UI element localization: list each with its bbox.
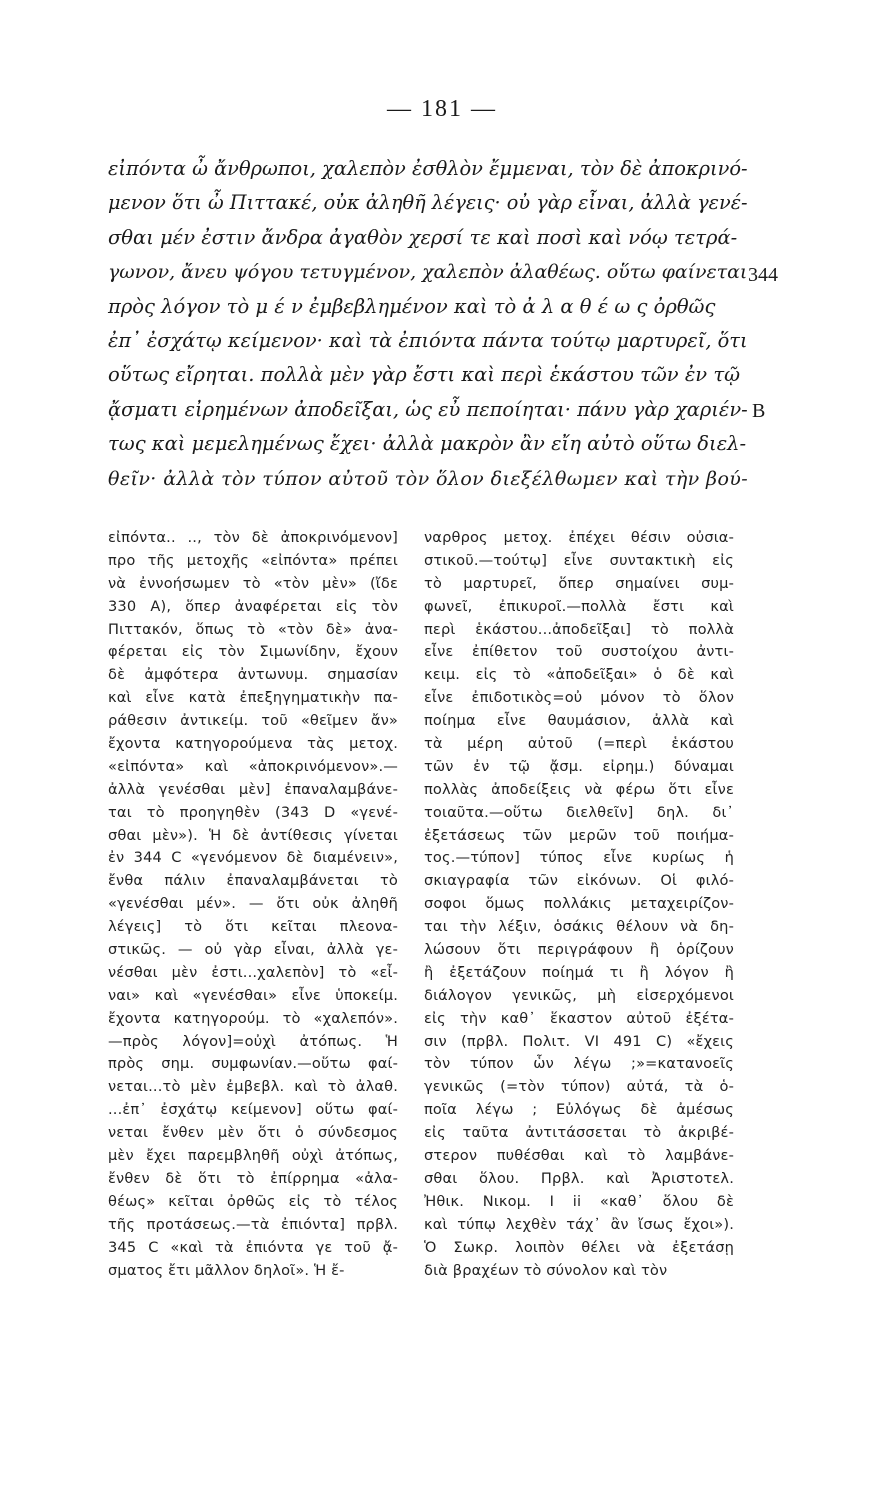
commentary-line: τῆς προτάσεως.—τὰ ἐπιόντα] πρβλ. bbox=[108, 1215, 398, 1233]
commentary-line: ἐξετάσεως τῶν μερῶν τοῦ ποιήμα- bbox=[424, 826, 734, 844]
commentary-line: ...ἐπ᾽ ἐσχάτῳ κείμενον] οὕτω φαί- bbox=[108, 1101, 398, 1119]
commentary-line: πολλὰς ἀποδείξεις νὰ φέρω ὅτι εἶνε bbox=[424, 780, 734, 798]
main-text-line bbox=[108, 427, 748, 461]
commentary-line: 345 C «καὶ τὰ ἐπιόντα γε τοῦ ᾄ- bbox=[108, 1238, 398, 1256]
commentary-line: σοφοι ὅμως πολλάκις μεταχειρίζον- bbox=[424, 895, 734, 913]
main-text-line bbox=[108, 255, 748, 289]
commentary-line: στικῶς. — οὐ γὰρ εἶναι, ἀλλὰ γε- bbox=[108, 941, 398, 959]
commentary-line: τὸν τύπον ὧν λέγω ;»=κατανοεῖς bbox=[424, 1055, 734, 1073]
commentary-line: φέρεται εἰς τὸν Σιμωνίδην, ἔχουν bbox=[108, 643, 398, 661]
main-text-line-content: ἐπ᾽ ἐσχάτῳ κείμενον· καὶ τὰ ἐπιόντα πάντα τούτῳ μαρτυρεῖ, ὅτι bbox=[108, 328, 748, 352]
commentary-line: ται τὸ προηγηθὲν (343 D «γενέ- bbox=[108, 803, 398, 821]
page-number: — 181 — bbox=[387, 96, 497, 122]
commentary-line: ποῖα λέγω ; Εὐλόγως δὲ ἀμέσως bbox=[424, 1101, 734, 1119]
commentary-line: περὶ ἑκάστου...ἀποδεῖξαι] τὸ πολλὰ bbox=[424, 620, 734, 638]
commentary-line: ἔνθεν δὲ ὅτι τὸ ἐπίρρημα «ἀλα- bbox=[108, 1169, 398, 1187]
main-text-line bbox=[108, 462, 748, 496]
commentary-line: ἔχοντα κατηγορούμ. τὸ «χαλεπόν». bbox=[108, 1009, 398, 1027]
main-text-line-content: ᾄσματι εἰρημένων ἀποδεῖξαι, ὡς εὖ πεποίηται· πάνυ γὰρ χαριέν- bbox=[108, 397, 748, 421]
commentary-line: σιν (πρβλ. Πολιτ. VI 491 C) «ἔχεις bbox=[424, 1032, 734, 1050]
commentary-line: ἐν 344 C «γενόμενον δὲ διαμένειν», bbox=[108, 849, 398, 867]
commentary-line: σθαι ὅλου. Πρβλ. καὶ Ἀριστοτελ. bbox=[424, 1169, 734, 1187]
commentary-line: θέως» κεῖται ὀρθῶς εἰς τὸ τέλος bbox=[108, 1192, 398, 1210]
commentary-line: σθαι μὲν»). Ἡ δὲ ἀντίθεσις γίνεται bbox=[108, 826, 398, 844]
margin-reference-344: 344 bbox=[748, 264, 778, 286]
commentary-line: ται τὴν λέξιν, ὁσάκις θέλουν νὰ δη- bbox=[424, 918, 734, 936]
commentary-line: φωνεῖ, ἐπικυροῖ.—πολλὰ ἔστι καὶ bbox=[424, 597, 734, 615]
commentary-line: ποίημα εἶνε θαυμάσιον, ἀλλὰ καὶ bbox=[424, 712, 734, 730]
commentary-line: —πρὸς λόγον]=οὐχὶ ἀτόπως. Ἡ bbox=[108, 1032, 398, 1050]
commentary-line: τὸ μαρτυρεῖ, ὅπερ σημαίνει συμ- bbox=[424, 574, 734, 592]
commentary-line: κειμ. εἰς τὸ «ἀποδεῖξαι» ὁ δὲ καὶ bbox=[424, 666, 734, 684]
commentary-line: εἶνε ἐπίθετον τοῦ συστοίχου ἀντι- bbox=[424, 643, 734, 661]
commentary-line: εἰς ταῦτα ἀντιτάσσεται τὸ ἀκριβέ- bbox=[424, 1124, 734, 1142]
commentary-line: Πιττακόν, ὅπως τὸ «τὸν δὲ» ἀνα- bbox=[108, 620, 398, 638]
commentary-line: ἔχοντα κατηγορούμενα τὰς μετοχ. bbox=[108, 735, 398, 753]
commentary-line: στερον πυθέσθαι καὶ τὸ λαμβάνε- bbox=[424, 1147, 734, 1165]
commentary-line: ἀλλὰ γενέσθαι μὲν] ἐπαναλαμβάνε- bbox=[108, 780, 398, 798]
main-text bbox=[108, 152, 748, 496]
main-text-line-content: τως καὶ μεμελημένως ἔχει· ἀλλὰ μακρὸν ἂν εἴη αὐτὸ οὕτω διελ- bbox=[108, 432, 747, 456]
main-text-line bbox=[108, 324, 748, 358]
commentary-line: σκιαγραφία τῶν εἰκόνων. Οἱ φιλό- bbox=[424, 872, 734, 890]
main-text-line bbox=[108, 290, 748, 324]
main-text-line bbox=[108, 186, 748, 220]
commentary-line: εἰς τὴν καθ᾽ ἕκαστον αὐτοῦ ἐξέτα- bbox=[424, 1009, 734, 1027]
commentary-line: «εἰπόντα» καὶ «ἀποκρινόμενον».— bbox=[108, 757, 398, 775]
commentary-line: γενικῶς (=τὸν τύπον) αὐτά, τὰ ὁ- bbox=[424, 1078, 734, 1096]
commentary-line: τοιαῦτα.—οὕτω διελθεῖν] δηλ. δι᾽ bbox=[424, 803, 734, 821]
main-text-line-content: μενον ὅτι ὦ Πιττακέ, οὐκ ἀληθῆ λέγεις· οὐ γὰρ εἶναι, ἀλλὰ γενέ- bbox=[108, 191, 748, 215]
main-text-line bbox=[108, 221, 748, 255]
main-text-line-content: σθαι μέν ἐστιν ἄνδρα ἀγαθὸν χερσί τε καὶ ποσὶ καὶ νόῳ τετρά- bbox=[108, 225, 738, 249]
commentary-line: νέσθαι μὲν ἐστι...χαλεπὸν] τὸ «εἶ- bbox=[108, 963, 398, 981]
commentary-line: «γενέσθαι μέν». — ὅτι οὐκ ἀληθῆ bbox=[108, 895, 398, 913]
commentary-line: Ὁ Σωκρ. λοιπὸν θέλει νὰ ἐξετάσῃ bbox=[424, 1238, 734, 1256]
main-text-line-content: θεῖν· ἀλλὰ τὸν τύπον αὐτοῦ τὸν ὅλον διεξέλθωμεν καὶ τὴν βού- bbox=[108, 467, 749, 490]
margin-reference-b: B bbox=[752, 400, 766, 422]
main-text-line-content: εἰπόντα ὦ ἄνθρωποι, χαλεπὸν ἐσθλὸν ἔμμεναι, τὸν δὲ ἀποκρινό- bbox=[108, 157, 748, 180]
commentary-line: τος.—τύπον] τύπος εἶνε κυρίως ἡ bbox=[424, 849, 734, 867]
commentary-line: εἶνε ἐπιδοτικὸς=οὐ μόνον τὸ ὅλον bbox=[424, 689, 734, 707]
commentary-line: νεται...τὸ μὲν ἐμβεβλ. καὶ τὸ ἀλαθ. bbox=[108, 1078, 398, 1096]
commentary-line: ράθεσιν ἀντικείμ. τοῦ «θεῖμεν ἄν» bbox=[108, 712, 398, 730]
commentary-line: 330 Α), ὅπερ ἀναφέρεται εἰς τὸν bbox=[108, 597, 398, 615]
commentary-line: πρὸς σημ. συμφωνίαν.—οὕτω φαί- bbox=[108, 1055, 398, 1073]
commentary-line: τὰ μέρη αὐτοῦ (=περὶ ἑκάστου bbox=[424, 735, 734, 753]
commentary-line: νεται ἔνθεν μὲν ὅτι ὁ σύνδεσμος bbox=[108, 1124, 398, 1142]
commentary-line: ἢ ἐξετάζουν ποίημά τι ἢ λόγον ἢ bbox=[424, 963, 734, 981]
commentary-right-column bbox=[424, 527, 734, 1282]
commentary-line: ναι» καὶ «γενέσθαι» εἶνε ὑποκείμ. bbox=[108, 986, 398, 1004]
commentary-line: καὶ εἶνε κατὰ ἐπεξηγηματικὴν πα- bbox=[108, 689, 398, 707]
commentary-line: τῶν ἐν τῷ ᾄσμ. εἰρημ.) δύναμαι bbox=[424, 757, 734, 775]
commentary-line: διὰ βραχέων τὸ σύνολον καὶ τὸν bbox=[424, 1261, 668, 1279]
commentary-line: νὰ ἐννοήσωμεν τὸ «τὸν μὲν» (ἴδε bbox=[108, 574, 398, 592]
commentary-line: λέγεις] τὸ ὅτι κεῖται πλεονα- bbox=[108, 918, 398, 936]
commentary-line: ναρθρος μετοχ. ἐπέχει θέσιν οὐσια- bbox=[424, 529, 734, 546]
commentary-line: ἔνθα πάλιν ἐπαναλαμβάνεται τὸ bbox=[108, 872, 398, 890]
commentary-line: στικοῦ.—τούτῳ] εἶνε συντακτικὴ εἰς bbox=[424, 551, 734, 569]
main-text-line bbox=[108, 358, 748, 392]
main-text-line bbox=[108, 393, 748, 427]
main-text-line-content: γωνον, ἄνευ ψόγου τετυγμένον, χαλεπὸν ἀλαθέως. οὕτω φαίνεται bbox=[108, 261, 748, 284]
main-text-line bbox=[108, 152, 748, 186]
main-text-line-content: οὕτως εἴρηται. πολλὰ μὲν γὰρ ἔστι καὶ περὶ ἑκάστου τῶν ἐν τῷ bbox=[108, 363, 741, 387]
commentary-line: εἰπόντα.. .., τὸν δὲ ἀποκρινόμενον] bbox=[108, 529, 398, 546]
commentary-left-column bbox=[108, 527, 398, 1282]
commentary-line: προ τῆς μετοχῆς «εἰπόντα» πρέπει bbox=[108, 551, 398, 569]
main-text-line-content: πρὸς λόγον τὸ μ έ ν ἐμβεβλημένον καὶ τὸ ἀ λ α θ έ ω ς ὀρθῶς bbox=[108, 294, 716, 318]
commentary-line: σματος ἔτι μᾶλλον δηλοῖ». Ἡ ἔ- bbox=[108, 1261, 345, 1279]
commentary-line: δὲ ἀμφότερα ἀντωνυμ. σημασίαν bbox=[108, 666, 398, 684]
commentary-line: καὶ τύπῳ λεχθὲν τάχ᾽ ἂν ἴσως ἔχοι»). bbox=[424, 1215, 734, 1233]
commentary-line: λώσουν ὅτι περιγράφουν ἢ ὁρίζουν bbox=[424, 941, 734, 959]
commentary-line: Ἠθικ. Νικομ. I ii «καθ᾽ ὅλου δὲ bbox=[424, 1192, 734, 1210]
commentary-line: μὲν ἔχει παρεμβληθῆ οὐχὶ ἀτόπως, bbox=[108, 1147, 398, 1165]
commentary-line: διάλογον γενικῶς, μὴ εἰσερχόμενοι bbox=[424, 986, 734, 1004]
